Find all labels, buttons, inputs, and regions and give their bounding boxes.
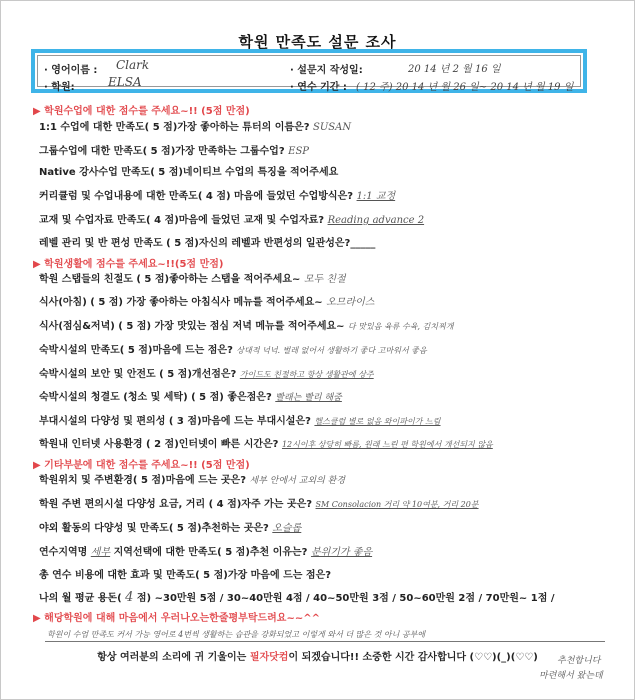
question-row xyxy=(39,211,424,226)
question-row xyxy=(39,412,441,427)
question-text: 부대시설의 다양성 및 편의성 ( 3 점)마음에 드는 부대시설은? xyxy=(39,416,311,427)
question-text: 교재 및 수업자료 만족도( 4 점)마음에 들었던 교재 및 수업자료? xyxy=(39,215,325,226)
section-other-title: ▶ 기타부분에 대한 점수를 주세요~!! (5점 만점) xyxy=(33,460,250,471)
question-text: 그룹수업에 대한 만족도( 5 점)가장 만족하는 그룹수업? xyxy=(39,146,285,157)
answer-text: 오슬롭 xyxy=(272,523,302,534)
question-text: 1:1 수업에 대한 만족도( 5 점)가장 좋아하는 튜터의 이름은? xyxy=(39,122,310,133)
question-row xyxy=(39,234,375,249)
question-text: 야외 활동의 다양성 및 만족도( 5 점)추천하는 곳은? xyxy=(39,523,269,534)
question-text: 식사(아침) ( 5 점) 가장 좋아하는 아침식사 메뉴를 적어주세요~ xyxy=(39,297,323,308)
answer-text: 가이드도 친절하고 항상 생활관에 상주 xyxy=(239,370,374,379)
question-text: Native 강사수업 만족도( 5 점)네이티브 수업의 특징을 적어주세요 xyxy=(39,167,339,178)
answer-text: 헬스클럽 별로 없음 와이파이가 느림 xyxy=(314,417,441,426)
side-note: 마련해서 왔는데 xyxy=(539,671,603,681)
comment-underline xyxy=(45,641,605,642)
footer-message xyxy=(1,648,634,663)
answer-text: 12시이후 상당히 빠름, 원래 느린 편 학원에서 개선되지 않음 xyxy=(281,440,493,449)
question-text: 숙박시설의 청결도 (청소 및 세탁) ( 5 점) 좋은점은? xyxy=(39,392,272,403)
answer-text: 모두 친절 xyxy=(303,274,346,285)
period-value: ( 12 주) 20 14 년 월 26 일~ 20 14 년 월 19 일 xyxy=(356,82,574,93)
question-row xyxy=(39,142,309,157)
question-row xyxy=(39,566,331,581)
question-text: 숙박시설의 만족도( 5 점)마음에 드는 점은? xyxy=(39,345,233,356)
question-row xyxy=(39,187,395,202)
question-text: 나의 월 평균 용돈( xyxy=(39,593,122,604)
section-comment-title: ▶ 해당학원에 대해 마음에서 우러나오는한줄평부탁드려요~~^^ xyxy=(33,613,320,624)
date-value: 20 14 년 2 월 16 일 xyxy=(408,64,501,75)
question-text: 지역선택에 대한 만족도( 5 점)추천 이유는? xyxy=(113,547,308,558)
date-label: · 설문지 작성일: xyxy=(290,65,363,76)
answer-text: 다 맛있음 육류 수육, 김치찌개 xyxy=(348,322,454,331)
question-text: 식사(점심&저녁) ( 5 점) 가장 맛있는 점심 저녁 메뉴를 적어주세요~ xyxy=(39,321,345,332)
answer-text: Reading advance 2 xyxy=(327,215,425,226)
academy-value: ELSA xyxy=(108,75,142,89)
answer-text: SUSAN xyxy=(313,122,352,133)
question-text: 총 연수 비용에 대한 효과 및 만족도( 5 점)가장 마음에 드는 점은? xyxy=(39,570,332,581)
english-name-label: · 영어이름 : xyxy=(44,65,98,76)
answer-text: SM Consolacion 거리 약 10여분, 거리 20분 xyxy=(315,500,479,509)
question-text: 학원 주변 편의시설 다양성 요금, 거리 ( 4 점)자주 가는 곳은? xyxy=(39,499,313,510)
answer-text: 세부 안에서 교외의 환경 xyxy=(249,476,346,486)
english-name-value: Clark xyxy=(116,58,150,72)
answer-text: 분위기가 좋음 xyxy=(310,547,373,558)
question-row xyxy=(39,519,301,534)
question-text: 학원위치 및 주변환경( 5 점)마음에 드는 곳은? xyxy=(39,475,247,486)
question-text: 점) ~30만원 5점 / 30~40만원 4점 / 40~50만원 3점 / 50~60만원 2점 / 70만원~ 1점 / xyxy=(136,593,555,604)
answer-text: ESP xyxy=(288,146,310,157)
question-text: 학원내 인터넷 사용환경 ( 2 점)인터넷이 빠른 시간은? xyxy=(39,439,279,450)
section-class-title: ▶ 학원수업에 대한 점수를 주세요~!! (5점 만점) xyxy=(33,106,250,117)
question-row xyxy=(39,118,351,133)
footer-text-before: 항상 여러분의 소리에 귀 기울이는 xyxy=(97,652,250,663)
page-title: 학원 만족도 설문 조사 xyxy=(238,33,397,51)
question-row xyxy=(39,435,493,450)
comment-answer: 학원이 수업 만족도 커서 가능 영어로 4번씩 생활하는 습관을 강화되었고 이렇게 와서 더 많은 것 아니 공부에 xyxy=(47,630,426,639)
question-row xyxy=(39,388,342,403)
side-note: 추천합니다 xyxy=(557,656,601,666)
question-row xyxy=(39,163,338,178)
question-text: 숙박시설의 보안 및 안전도 ( 5 점)개선점은? xyxy=(39,369,237,380)
question-row xyxy=(39,589,555,605)
question-text: 레벨 관리 및 반 편성 만족도 ( 5 점)자신의 레벨과 반편성의 일관성은?_____ xyxy=(39,238,376,249)
question-row xyxy=(39,495,479,510)
question-text: 연수지역명 xyxy=(39,547,88,558)
info-box xyxy=(31,49,587,93)
question-row xyxy=(39,293,374,308)
question-row xyxy=(39,341,427,356)
answer-text: 4 xyxy=(125,590,134,605)
question-row xyxy=(39,317,453,332)
answer-text: 상대적 넉넉. 벌레 없어서 생활하기 좋다 고마워서 좋음 xyxy=(236,346,427,355)
question-row xyxy=(39,270,346,285)
footer-brand: 필자닷컴 xyxy=(249,652,289,663)
question-row xyxy=(39,471,345,486)
section-life-title: ▶ 학원생활에 점수를 주세요~!!(5점 만점) xyxy=(33,259,224,270)
question-row xyxy=(39,543,372,558)
question-row xyxy=(39,365,374,380)
academy-label: · 학원: xyxy=(44,82,75,93)
footer-text-after: 이 되겠습니다!! 소중한 시간 감사합니다 (♡♡)(_)(♡♡) xyxy=(288,652,538,663)
question-text: 커리큘럼 및 수업내용에 대한 만족도( 4 점) 마음에 들었던 수업방식은? xyxy=(39,191,354,202)
answer-text: 오므라이스 xyxy=(326,297,375,308)
answer-text: 빨래는 빨리 해줌 xyxy=(275,393,342,403)
info-inner xyxy=(37,55,581,93)
question-text: 학원 스탭들의 친절도 ( 5 점)좋아하는 스탭을 적어주세요~ xyxy=(39,274,301,285)
period-label: · 연수 기간 : xyxy=(290,82,347,93)
answer-text: 세부 xyxy=(90,547,111,558)
answer-text: 1:1 교정 xyxy=(356,191,396,202)
